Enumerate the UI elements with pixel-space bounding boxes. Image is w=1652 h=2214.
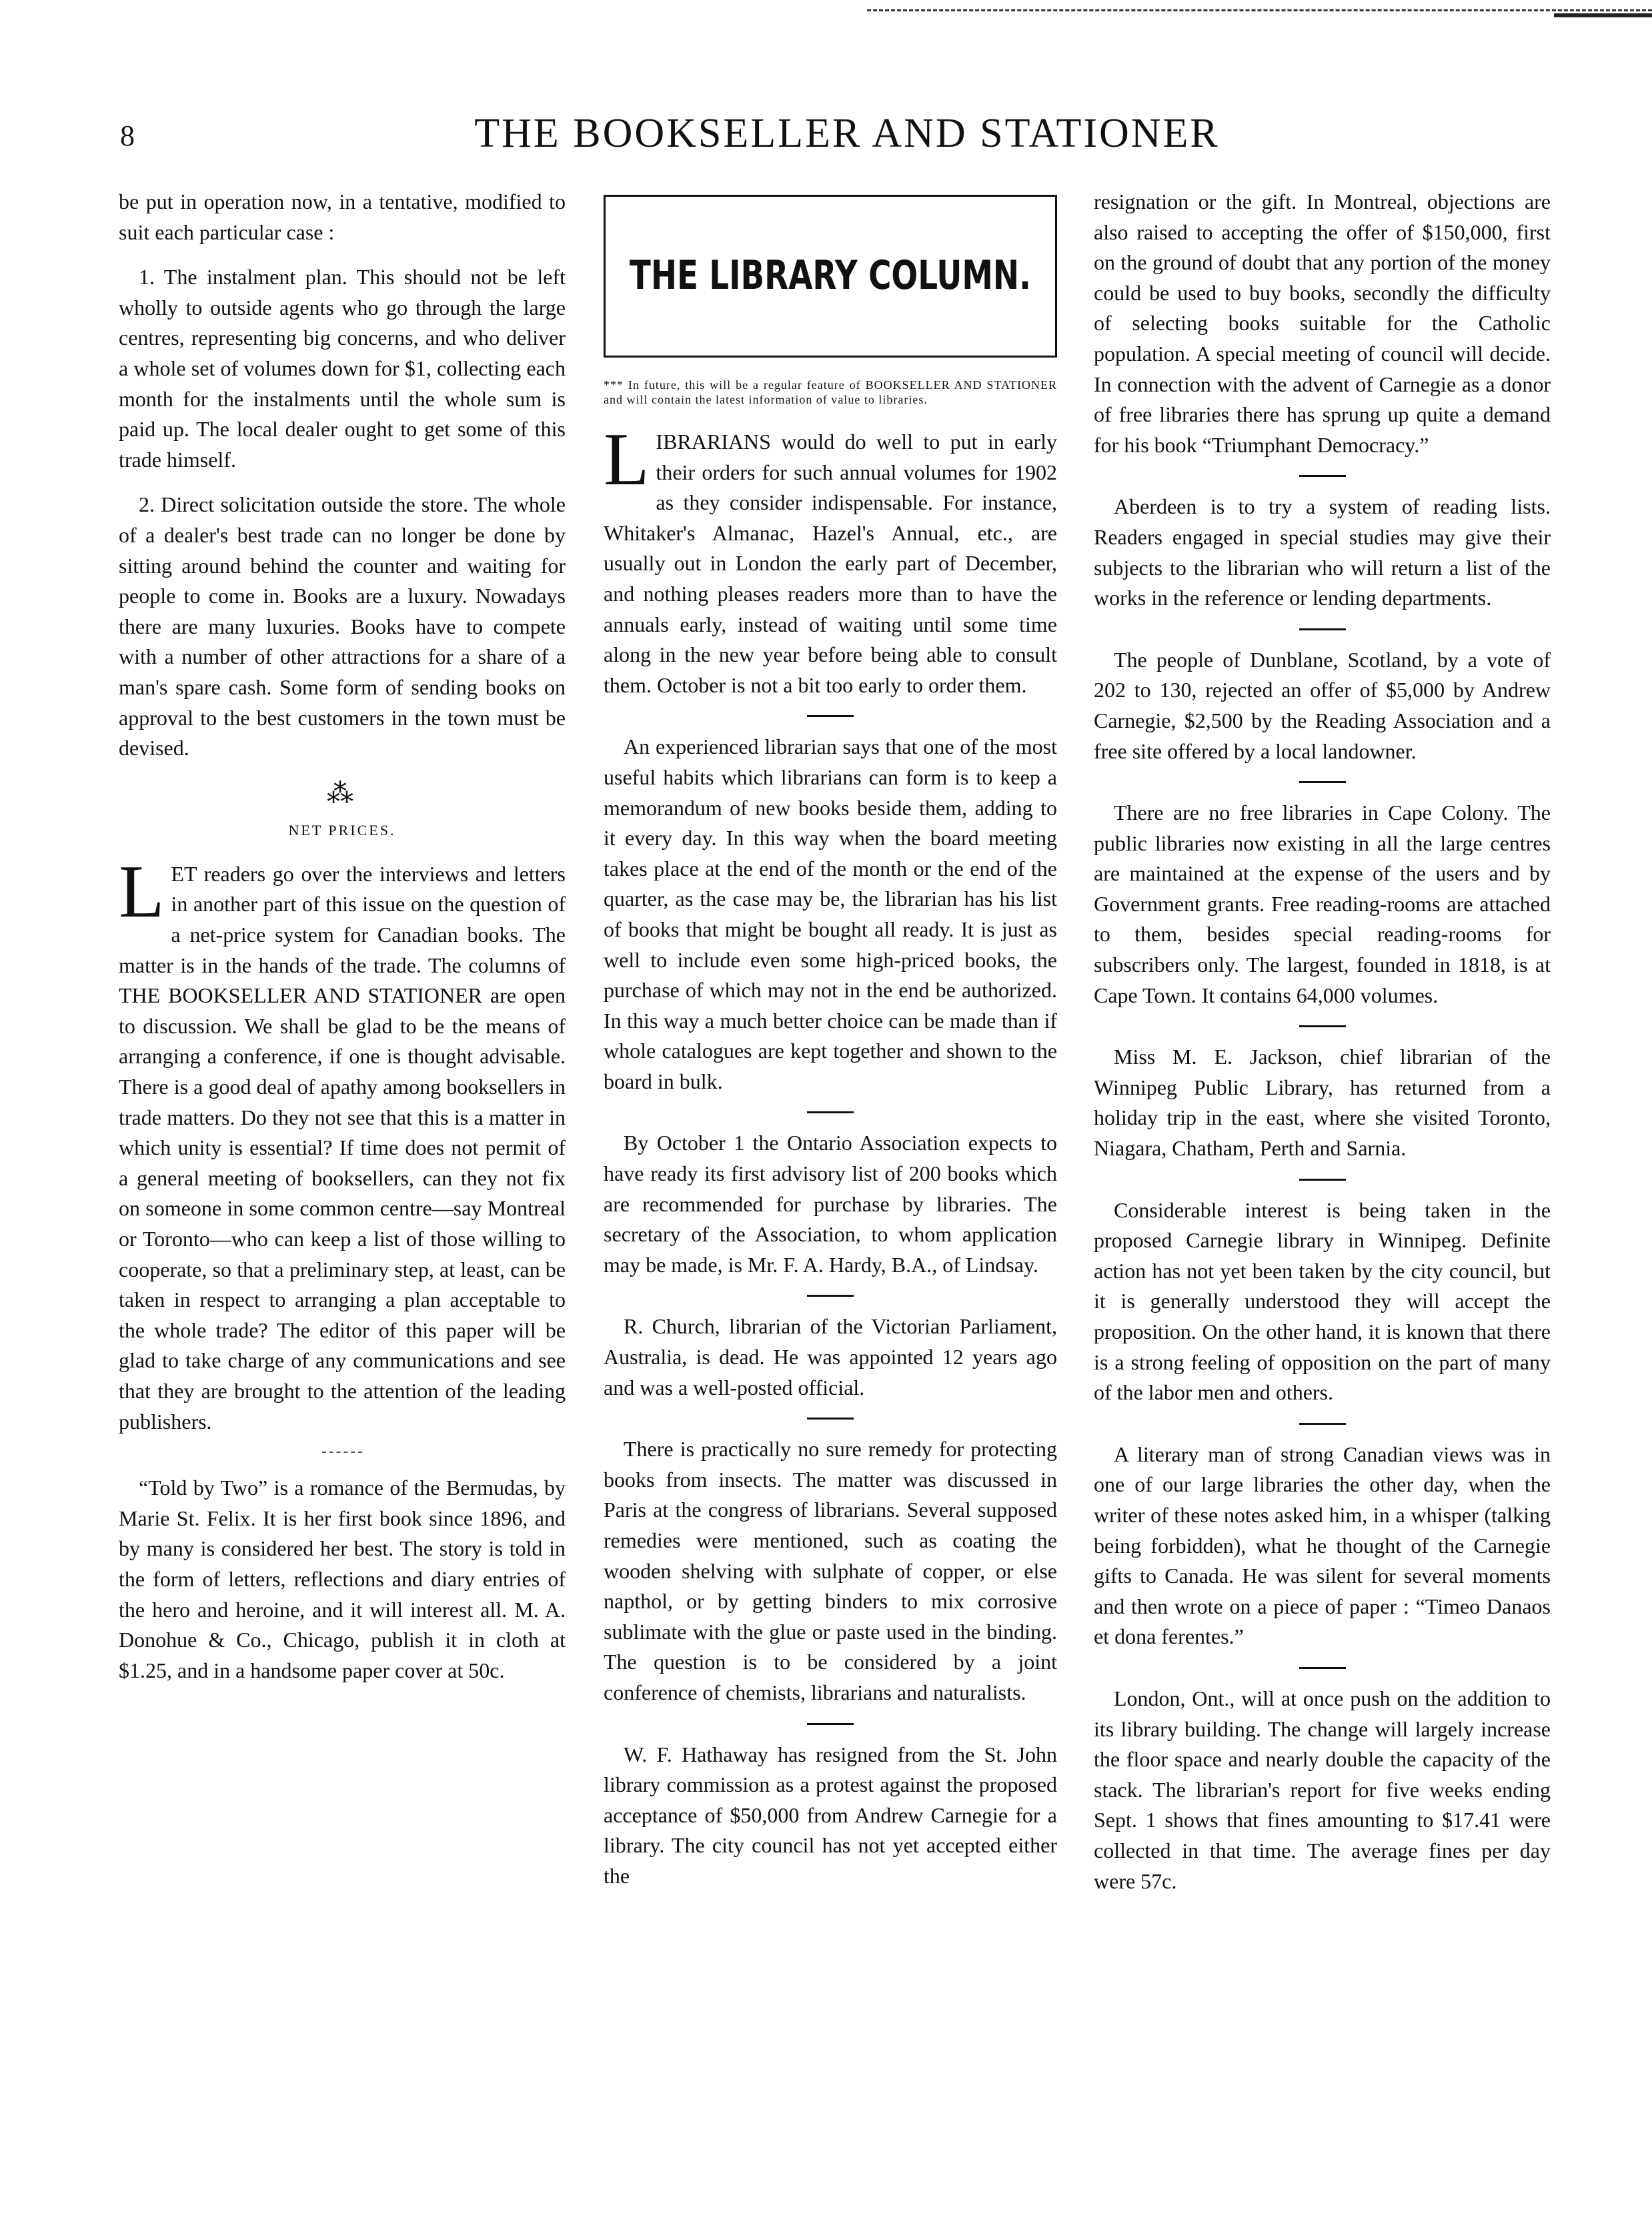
library-column-title-box	[604, 195, 1057, 358]
separator	[807, 1723, 854, 1725]
paragraph: 1. The instalment plan. This should not be left wholly to outside agents who go through the large centres, representing big concerns, and who deliver a whole set of volumes down for $1, collecting each month for the instalments until the whole sum is paid up. The local dealer ought to get some of this trade himself.	[119, 265, 566, 472]
feature-notice: *** In future, this will be a regular feature of BOOKSELLER AND STATIONER and will contain the latest information of value to libraries.	[604, 378, 1057, 406]
paragraph: be put in operation now, in a tentative, modified to suit each particular case :	[119, 189, 566, 244]
separator	[807, 715, 854, 717]
running-head: THE BOOKSELLER AND STATIONER	[474, 111, 1220, 156]
separator	[322, 1452, 362, 1453]
paragraph-text: IBRARIANS would do well to put in early their orders for such annual volumes for 1902 as they consider indispensable. For instance, Whitaker's Almanac, Hazel's Annual, etc., are usually out in London the early part of December, and nothing pleases readers more than to have the annuals early, instead of waiting until some time along in the new year before being able to consult them. October is not a bit too early to order them.	[604, 430, 1057, 697]
separator	[1299, 1025, 1346, 1027]
paragraph: An experienced librarian says that one of the most useful habits which librarians can form is to keep a memorandum of new books beside them, adding to it every day. In this way when the board meeting takes place at the end of the month or the end of the quarter, as the case may be, the librarian has his list of books that might be bought all ready. It is just as well to include even some high-priced books, the purchase of which may not in the end be authorized. In this way a much better choice can be made than if whole catalogues are kept together and shown to the board in bulk.	[604, 734, 1057, 1093]
paragraph-text: ET readers go over the interviews and letters in another part of this issue on the question of a net-price system for Canadian books. The matter is in the hands of the trade. The columns of THE BOOKSELLER AND STATIONER are open to discussion. We shall be glad to be the means of arranging a conference, if one is thought advisable. There is a good deal of apathy among booksellers in trade matters. Do they not see that this is a matter in which unity is essential? If time does not permit of a general meeting of booksellers, can they not fix on someone in some common centre—say Montreal or Toronto—who can keep a list of those willing to cooperate, so that a preliminary step, at least, can be taken in respect to arranging a plan acceptable to the whole trade? The editor of this paper will be glad to take charge of any communications and see that they are brought to the attention of the leading publishers.	[119, 861, 566, 1434]
separator	[1299, 1179, 1346, 1181]
column-middle	[604, 187, 1057, 1906]
separator	[1299, 475, 1346, 477]
column-left	[119, 187, 566, 1700]
separator	[1299, 781, 1346, 783]
column-right	[1094, 187, 1551, 1911]
top-border-rule-thick	[1554, 13, 1652, 17]
top-border-rule	[867, 9, 1652, 11]
library-column-title: THE LIBRARY COLUMN.	[630, 252, 1031, 300]
drop-cap: L	[604, 418, 650, 501]
section-heading-net-prices: NET PRICES.	[288, 822, 396, 839]
paragraph-net-prices	[119, 850, 566, 1437]
paragraph: By October 1 the Ontario Association expects to have ready its first advisory list of 200 books which are recommended for purchase by libraries. The secretary of the Association, to whom application may be made, is Mr. F. A. Hardy, B.A., of Lindsay.	[604, 1131, 1057, 1277]
drop-cap: L	[119, 850, 165, 933]
paragraph-told-by-two: “Told by Two” is a romance of the Bermudas, by Marie St. Felix. It is her first book since 1896, and by many is considered her best. The story is told in the form of letters, reflections and diary entries of the hero and heroine, and it will interest all. M. A. Donohue & Co., Chicago, publish it in cloth at $1.25, and in a handsome paper cover at 50c.	[119, 1476, 566, 1682]
paragraph: 2. Direct solicitation outside the store. The whole of a dealer's best trade can no longer be done by sitting around behind the counter and waiting for people to come in. Books are a luxury. Nowadays there are many luxuries. Books have to compete with a number of other attractions for a share of a man's spare cash. Some form of sending books on approval to the best customers in the town must be devised.	[119, 492, 566, 760]
paragraph: W. F. Hathaway has resigned from the St. John library commission as a protest against the proposed acceptance of $50,000 from Andrew Carnegie for a library. The city council has not yet accepted either the	[604, 1742, 1057, 1888]
separator	[1299, 628, 1346, 630]
asterism-ornament: ⁂	[327, 778, 357, 808]
separator	[807, 1295, 854, 1297]
paragraph: London, Ont., will at once push on the addition to its library building. The change will largely increase the floor space and nearly double the capacity of the stack. The librarian's report for five weeks ending Sept. 1 shows that fines amounting to $17.41 were collected in that time. The average fines per day were 57c.	[1094, 1686, 1551, 1893]
paragraph: Considerable interest is being taken in the proposed Carnegie library in Winnipeg. Definite action has not yet been taken by the city council, but it is generally understood they will accept the proposition. On the other hand, it is known that there is a strong feeling of opposition on the part of many of the labor men and others.	[1094, 1197, 1551, 1405]
separator	[807, 1111, 854, 1113]
separator	[1299, 1423, 1346, 1425]
paragraph: There is practically no sure remedy for protecting books from insects. The matter was discussed in Paris at the congress of librarians. Several supposed remedies were mentioned, such as coating the wooden shelving with sulphate of copper, or else napthol, or by getting binders to mix corrosive sublimate with the glue or paste used in the binding. The question is to be considered by a joint conference of chemists, librarians and naturalists.	[604, 1437, 1057, 1704]
paragraph	[604, 418, 1057, 700]
separator	[1299, 1667, 1346, 1669]
paragraph: The people of Dunblane, Scotland, by a vote of 202 to 130, rejected an offer of $5,000 by Andrew Carnegie, $2,500 by the Reading Association and a free site offered by a local landowner.	[1094, 647, 1551, 763]
separator	[807, 1418, 854, 1420]
paragraph: A literary man of strong Canadian views was in one of our large libraries the other day, when the writer of these notes asked him, in a whisper (talking being forbidden), what he thought of the Carnegie gifts to Canada. He was silent for several moments and then wrote on a piece of paper : “Timeo Danaos et dona ferentes.”	[1094, 1442, 1551, 1649]
page-number: 8	[120, 119, 135, 152]
paragraph: R. Church, librarian of the Victorian Parliament, Australia, is dead. He was appointed 12 years ago and was a well-posted official.	[604, 1314, 1057, 1400]
paragraph: Aberdeen is to try a system of reading lists. Readers engaged in special studies may give their subjects to the librarian who will return a list of the works in the reference or lending departments.	[1094, 494, 1551, 610]
paragraph: resignation or the gift. In Montreal, objections are also raised to accepting the offer of $150,000, first on the ground of doubt that any portion of the money could be used to buy books, secondly the difficulty of selecting books suitable for the Catholic population. A special meeting of council will decide. In connection with the advent of Carnegie as a donor of free libraries there has sprung up quite a demand for his book “Triumphant Democracy.”	[1094, 189, 1551, 457]
paragraph: There are no free libraries in Cape Colony. The public libraries now existing in all the large centres are maintained at the expense of the users and by Government grants. Free reading-rooms are attached to them, besides special reading-rooms for subscribers only. The largest, founded in 1818, is at Cape Town. It contains 64,000 volumes.	[1094, 800, 1551, 1007]
paragraph: Miss M. E. Jackson, chief librarian of the Winnipeg Public Library, has returned from a holiday trip in the east, where she visited Toronto, Niagara, Chatham, Perth and Sarnia.	[1094, 1045, 1551, 1161]
